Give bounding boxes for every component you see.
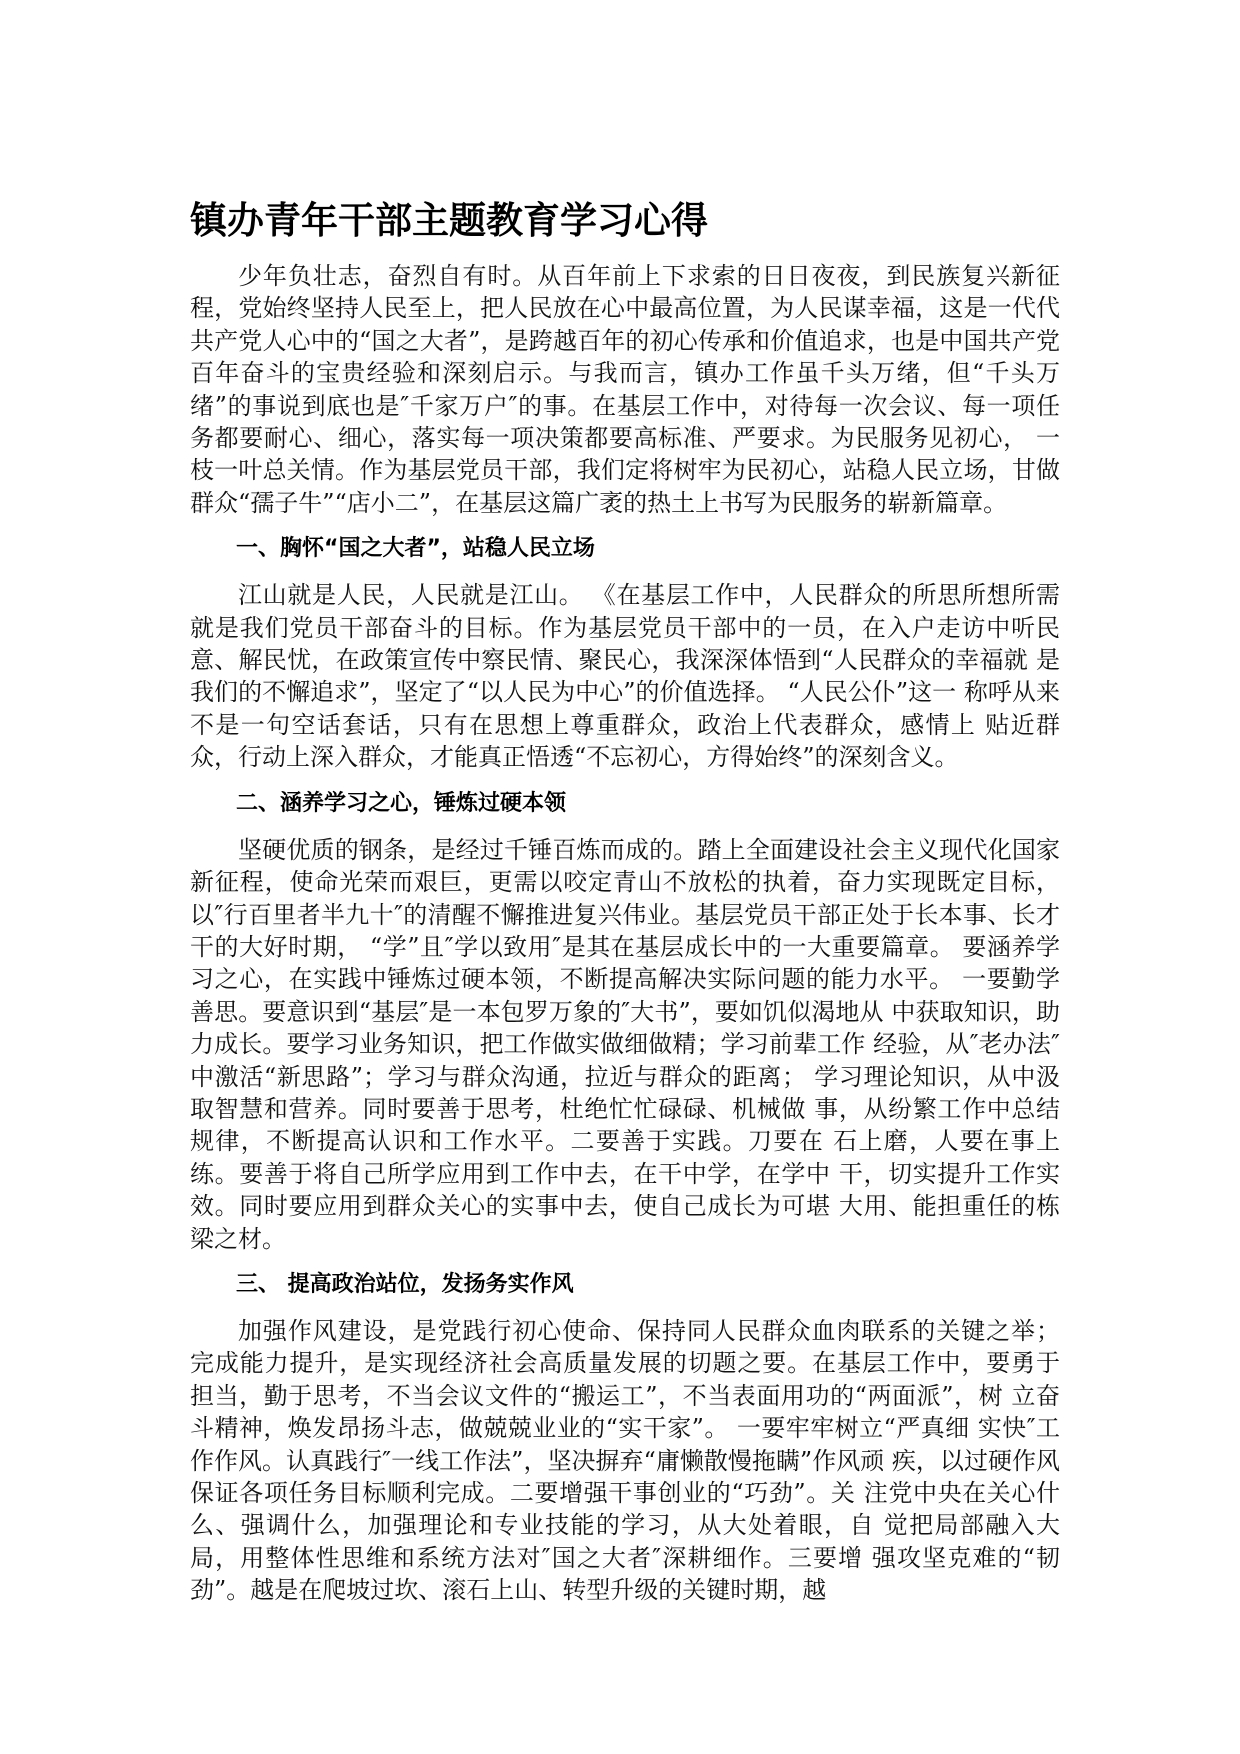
section-paragraph: 加强作风建设，是党践行初心使命、保持同人民群众血肉联系的关键之举； 完成能力提升，是实现经济社会高质量发展的切题之要。在基层工作中，要勇于 担当，勤于思考，不当会议文件的“搬运工”，不当表面用功的“两面派”，树 立奋斗精神，焕发昂扬斗志，做兢兢业业的“实干家”。 一要牢牢树立“严真细 实快″工作作风。认真践行″一线工作法”，坚决摒弃“庸懒散慢拖瞒”作风顽 疾，以过硬作风保证各项任务目标顺利完成。二要增强干事创业的“巧劲”。关 注党中央在关心什么、强调什么，加强理论和专业技能的学习，从大处着眼，自 觉把局部融入大局，用整体性思维和系统方法对″国之大者″深耕细作。三要增 强攻坚克难的“韧劲”。越是在爬坡过坎、滚石上山、转型升级的关键时期，越 <box>190 1316 1060 1605</box>
section-1 <box>190 533 1060 773</box>
section-paragraph: 坚硬优质的钢条，是经过千锤百炼而成的。踏上全面建设社会主义现代化国家新征程，使命光荣而艰巨，更需以咬定青山不放松的执着，奋力实现既定目标，以″行百里者半九十″的清醒不懈推进复兴伟业。基层党员干部正处于长本事、长才干的大好时期， “学”且″学以致用″是其在基层成长中的一大重要篇章。 要涵养学习之心，在实践中锤炼过硬本领，不断提高解决实际问题的能力水平。 一要勤学善思。要意识到“基层″是一本包罗万象的″大书”，要如饥似渴地从 中获取知识，助力成长。要学习业务知识，把工作做实做细做精；学习前辈工作 经验，从″老办法″中激活“新思路”；学习与群众沟通，拉近与群众的距离； 学习理论知识，从中汲取智慧和营养。同时要善于思考，杜绝忙忙碌碌、机械做 事，从纷繁工作中总结规律，不断提高认识和工作水平。二要善于实践。刀要在 石上磨，人要在事上练。要善于将自己所学应用到工作中去，在干中学，在学中 干，切实提升工作实效。同时要应用到群众关心的实事中去，使自己成长为可堪 大用、能担重任的栋梁之材。 <box>190 835 1060 1253</box>
document-page <box>190 196 1060 1607</box>
section-heading: 一、胸怀“国之大者”，站稳人民立场 <box>236 536 595 562</box>
section-heading: 三、 提高政治站位，发扬务实作风 <box>236 1271 574 1297</box>
section-paragraph: 江山就是人民，人民就是江山。 《在基层工作中，人民群众的所思所想所需就是我们党员干部奋斗的目标。作为基层党员干部中的一员，在入户走访中听民 意、解民忧，在政策宣传中察民情、聚民心，我深深体悟到“人民群众的幸福就 是我们的不懈追求”，坚定了“以人民为中心”的价值选择。 “人民公仆”这一 称呼从来不是一句空话套话，只有在思想上尊重群众，政治上代表群众，感情上 贴近群众，行动上深入群众，才能真正悟透“不忘初心，方得始终”的深刻含义。 <box>190 581 1060 772</box>
section-heading: 二、涵养学习之心，锤炼过硬本领 <box>236 790 567 816</box>
section-3 <box>190 1269 1060 1607</box>
section-2 <box>190 788 1060 1255</box>
intro-paragraph: 少年负壮志，奋烈自有时。从百年前上下求索的日日夜夜，到民族复兴新征程，党始终坚持人民至上，把人民放在心中最高位置，为人民谋幸福，这是一代代共产党人心中的“国之大者”，是跨越百年的初心传承和价值追求，也是中国共产党百年奋斗的宝贵经验和深刻启示。与我而言，镇办工作虽千头万绪，但“千头万绪”的事说到底也是″千家万户″的事。在基层工作中，对待每一次会议、每一项任务都要耐心、细心，落实每一项决策都要高标准、严要求。为民服务见初心， 一枝一叶总关情。作为基层党员干部，我们定将树牢为民初心，站稳人民立场，甘做群众“孺子牛”“店小二”，在基层这篇广袤的热土上书写为民服务的崭新篇章。 <box>190 262 1060 517</box>
document-title: 镇办青年干部主题教育学习心得 <box>190 199 708 242</box>
